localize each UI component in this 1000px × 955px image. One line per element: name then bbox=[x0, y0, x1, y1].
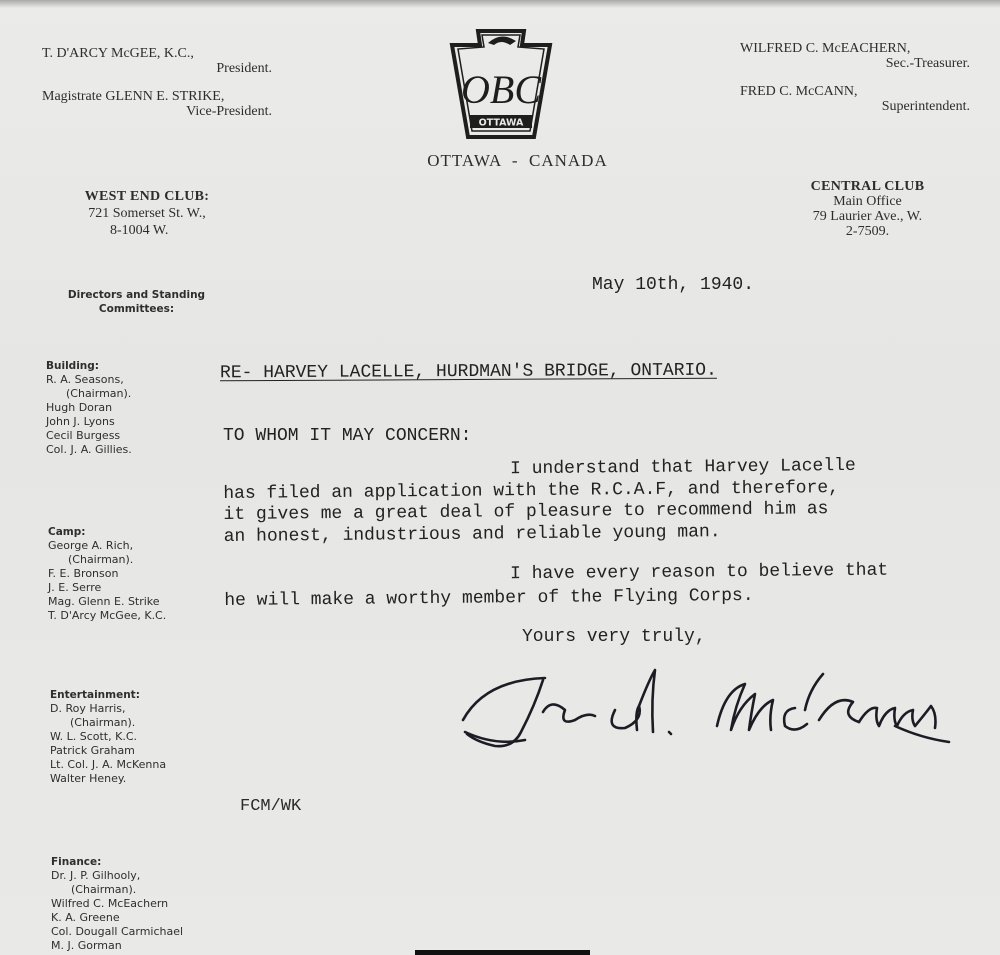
committee-member: Patrick Graham bbox=[50, 744, 135, 757]
signature-image bbox=[455, 650, 955, 770]
committee-member: R. A. Seasons, bbox=[46, 373, 124, 386]
officer-president bbox=[42, 45, 272, 77]
paragraph-line: I have every reason to believe that bbox=[510, 560, 889, 585]
logo-monogram: OBC bbox=[461, 67, 541, 112]
committee-title: Building: bbox=[46, 360, 99, 372]
committee-finance bbox=[51, 855, 241, 953]
committee-building bbox=[46, 359, 236, 457]
committee-member: (Chairman). bbox=[66, 387, 132, 400]
committee-member: W. L. Scott, K.C. bbox=[50, 730, 137, 743]
committee-member: (Chairman). bbox=[68, 553, 134, 566]
committee-member: John J. Lyons bbox=[46, 415, 115, 428]
committee-member: Mag. Glenn E. Strike bbox=[48, 595, 160, 608]
committee-member: J. E. Serre bbox=[48, 581, 102, 594]
paragraph-line: it gives me a great deal of pleasure to recommend him as bbox=[223, 499, 829, 525]
officer-name: WILFRED C. McEACHERN, bbox=[740, 41, 911, 56]
committee-title: Finance: bbox=[51, 856, 102, 868]
officer-vice-president bbox=[42, 88, 272, 120]
committee-member: Col. J. A. Gillies. bbox=[46, 443, 132, 456]
committee-entertainment bbox=[50, 688, 240, 786]
west-end-club bbox=[52, 188, 242, 239]
letter-paragraph-1 bbox=[223, 455, 964, 548]
officer-name: T. D'ARCY McGEE, K.C., bbox=[42, 46, 194, 61]
letter-subject: RE- HARVEY LACELLE, HURDMAN'S BRIDGE, ONTARIO. bbox=[219, 360, 717, 384]
sidebar-heading-line1: Directors and Standing bbox=[67, 289, 206, 301]
paragraph-line: has filed an application with the R.C.A.F, and therefore, bbox=[223, 477, 840, 504]
scan-edge-mark bbox=[415, 950, 590, 955]
committee-member: Dr. J. P. Gilhooly, bbox=[51, 869, 141, 882]
paragraph-line: he will make a worthy member of the Flying Corps. bbox=[224, 585, 754, 611]
west-club-title: WEST END CLUB: bbox=[84, 189, 210, 204]
committee-member: George A. Rich, bbox=[48, 539, 134, 552]
committee-member: Hugh Doran bbox=[46, 401, 113, 414]
letter-paragraph-2 bbox=[224, 558, 964, 613]
committee-member: Lt. Col. J. A. McKenna bbox=[50, 758, 167, 771]
west-club-phone: 8-1004 W. bbox=[110, 223, 169, 238]
city-title: OTTAWA - CANADA bbox=[427, 151, 608, 170]
paragraph-line: I understand that Harvey Lacelle bbox=[509, 455, 856, 480]
committee-member: M. J. Gorman bbox=[51, 939, 122, 952]
committee-camp bbox=[48, 525, 238, 623]
letter-closing: Yours very truly, bbox=[522, 627, 706, 647]
officer-title: President. bbox=[216, 61, 272, 76]
letter-date: May 10th, 1940. bbox=[592, 275, 755, 295]
committee-member: D. Roy Harris, bbox=[50, 702, 126, 715]
keystone-logo-icon bbox=[448, 25, 554, 141]
central-club-subtitle: Main Office bbox=[833, 194, 902, 209]
officer-name: Magistrate GLENN E. STRIKE, bbox=[42, 89, 225, 104]
committee-title: Camp: bbox=[48, 526, 86, 538]
committee-member: (Chairman). bbox=[71, 883, 137, 896]
paragraph-line: an honest, industrious and reliable young man. bbox=[223, 521, 721, 547]
typist-initials: FCM/WK bbox=[240, 797, 302, 816]
central-club-title: CENTRAL CLUB bbox=[810, 179, 925, 194]
logo-text: OTTAWA bbox=[478, 117, 524, 129]
officer-title: Superintendent. bbox=[881, 99, 970, 114]
committee-member: Walter Heney. bbox=[50, 772, 127, 785]
scan-shadow bbox=[0, 0, 1000, 8]
committee-member: Col. Dougall Carmichael bbox=[51, 925, 184, 938]
committee-member: Cecil Burgess bbox=[46, 429, 121, 442]
officer-title: Vice-President. bbox=[186, 104, 272, 119]
officer-name: FRED C. McCANN, bbox=[740, 84, 858, 99]
west-club-address: 721 Somerset St. W., bbox=[88, 206, 206, 221]
letter-salutation: TO WHOM IT MAY CONCERN: bbox=[223, 426, 472, 446]
central-club-address: 79 Laurier Ave., W. bbox=[812, 209, 923, 224]
officer-secretary-treasurer bbox=[740, 40, 970, 72]
central-club-phone: 2-7509. bbox=[845, 224, 890, 239]
officer-superintendent bbox=[740, 83, 970, 115]
committee-member: F. E. Bronson bbox=[48, 567, 119, 580]
committee-member: Wilfred C. McEachern bbox=[51, 897, 169, 910]
officer-title: Sec.-Treasurer. bbox=[885, 56, 970, 71]
committee-member: (Chairman). bbox=[70, 716, 136, 729]
committee-member: K. A. Greene bbox=[51, 911, 120, 924]
committee-member: T. D'Arcy McGee, K.C. bbox=[48, 609, 167, 622]
sidebar-heading bbox=[44, 288, 229, 316]
committee-title: Entertainment: bbox=[50, 689, 140, 701]
central-club bbox=[775, 178, 960, 240]
sidebar-heading-line2: Committees: bbox=[98, 303, 175, 315]
